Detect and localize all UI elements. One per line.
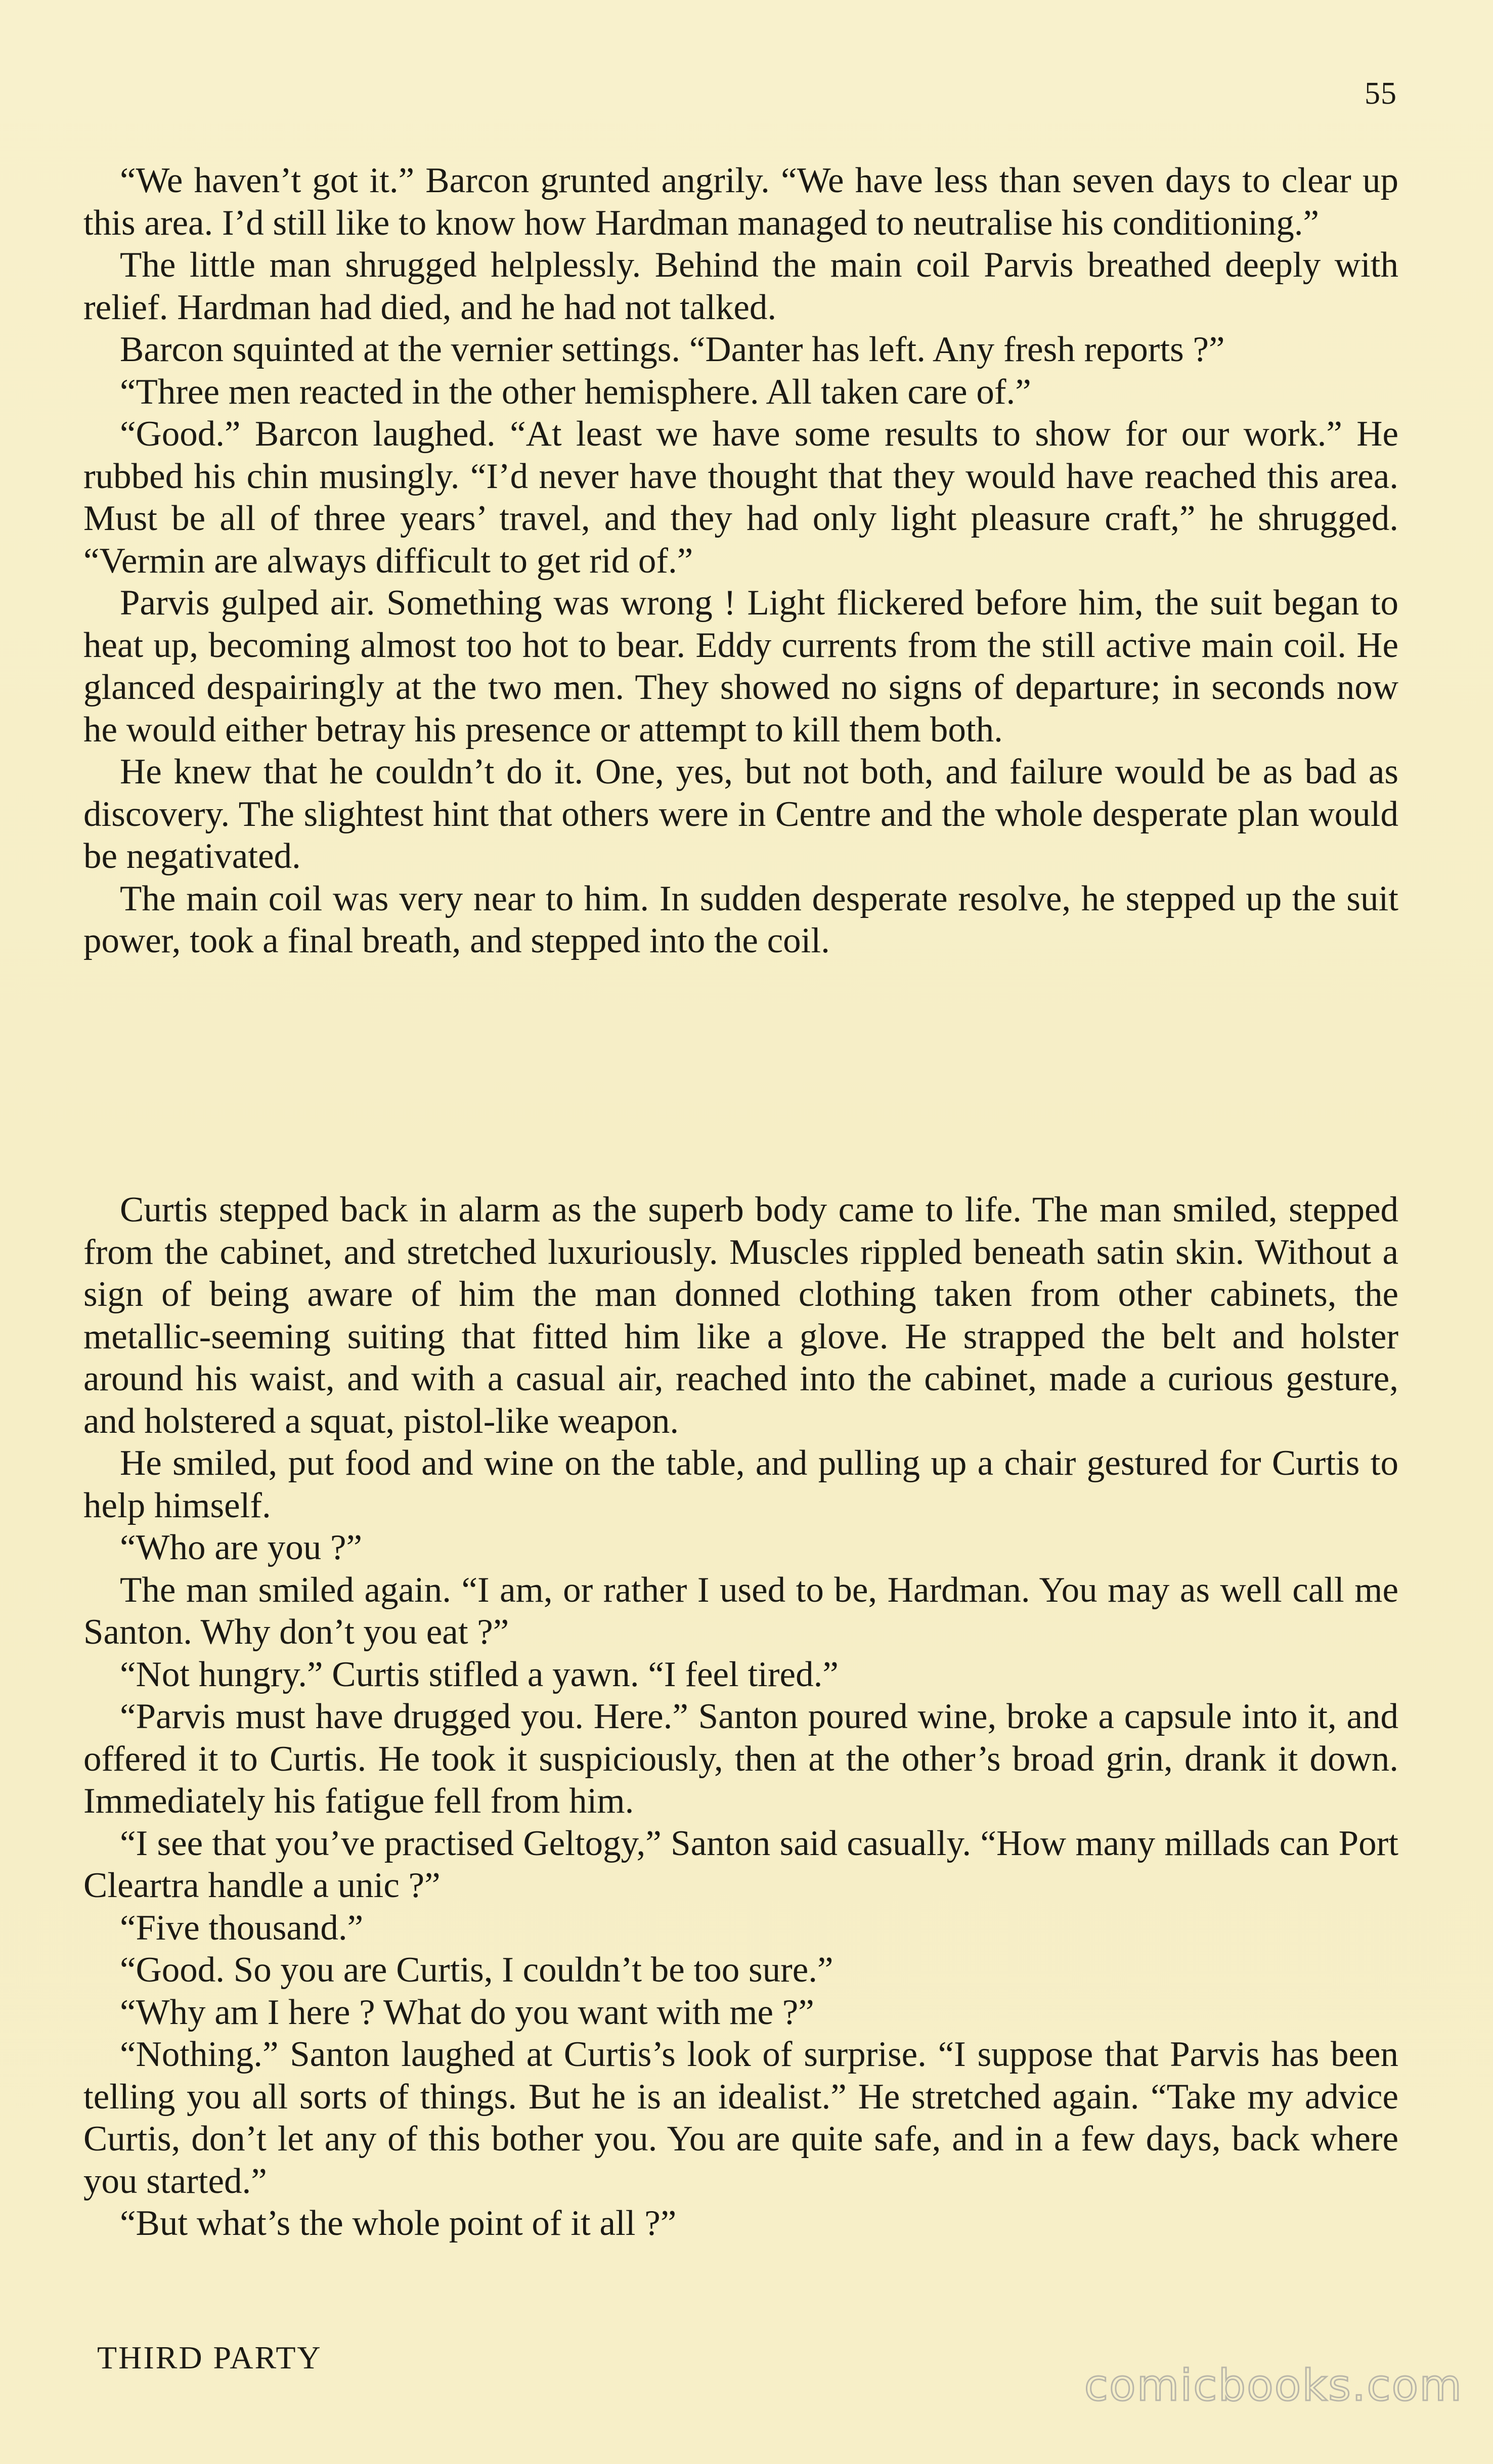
page-number: 55 [1365,76,1397,111]
paragraph: The little man shrugged helplessly. Behind the main coil Parvis breathed deeply with relief. Hardman had died, and he had not talked. [83,245,1398,327]
paragraph: “Good.” Barcon laughed. “At least we have some results to show for our work.” He rubbed his chin musingly. “I’d never have thought that they would have reached this area. Must be all of three years’ travel, and they had only light pleasure craft,” he shrugged. “Vermin are always difficult to get rid of.” [83,414,1398,581]
paragraph: Curtis stepped back in alarm as the superb body came to life. The man smiled, stepped from the cabinet, and stretched luxuriously. Muscles rippled beneath satin skin. Without a sign of being aware of him the man donned clothing taken from other cabinets, the metallic-seeming suiting that fitted him like a glove. He strapped the belt and holster around his waist, and with a casual air, reached into the cabinet, made a curious gesture, and holstered a squat, pistol-like weapon. [83,1190,1398,1441]
paragraph: “Good. So you are Curtis, I couldn’t be too sure.” [120,1950,833,1990]
paragraph: He smiled, put food and wine on the table, and pulling up a chair gestured for Curtis to help himself. [83,1443,1398,1525]
paragraph: “But what’s the whole point of it all ?” [120,2204,677,2243]
paragraph: “Not hungry.” Curtis stifled a yawn. “I feel tired.” [120,1654,839,1694]
paragraph: The main coil was very near to him. In sudden desperate resolve, he stepped up the suit power, took a final breath, and stepped into the coil. [83,878,1398,960]
paragraph: He knew that he couldn’t do it. One, yes, but not both, and failure would be as bad as discovery. The slightest hint that others were in Centre and the whole desperate plan would be negativated. [83,752,1398,876]
section-title-footer: THIRD PARTY [97,2340,322,2375]
paragraph: “Five thousand.” [120,1908,364,1948]
paragraph: Parvis gulped air. Something was wrong ! Light flickered before him, the suit began to heat up, becoming almost too hot to bear. Eddy currents from the still active main coil. He glanced despairingly at the two men. They showed no signs of departure; in seconds now he would either betray his presence or attempt to kill them both. [83,583,1398,750]
paragraph: “Why am I here ? What do you want with me ?” [120,1992,814,2032]
paragraph: “We haven’t got it.” Barcon grunted angrily. “We have less than seven days to clear up this area. I’d still like to know how Hardman managed to neutralise his conditioning.” [83,161,1398,243]
paragraph: “I see that you’ve practised Geltogy,” Santon said casually. “How many millads can Port Cleartra handle a unic ?” [83,1823,1398,1905]
paragraph: The man smiled again. “I am, or rather I used to be, Hardman. You may as well call me Santon. Why don’t you eat ?” [83,1570,1398,1652]
watermark-logo: comicbooks.com [1084,2360,1463,2411]
paragraph: “Three men reacted in the other hemisphere. All taken care of.” [120,372,1031,412]
paragraph: “Parvis must have drugged you. Here.” Santon poured wine, broke a capsule into it, and offered it to Curtis. He took it suspiciously, then at the other’s broad grin, drank it down. Immediately his fatigue fell from him. [83,1697,1398,1821]
paragraph: Barcon squinted at the vernier settings. “Danter has left. Any fresh reports ?” [120,330,1225,369]
text-block-curtis-scene [83,1189,1398,2245]
text-block-parvis-scene [83,160,1398,962]
paragraph: “Nothing.” Santon laughed at Curtis’s look of surprise. “I suppose that Parvis has been telling you all sorts of things. But he is an idealist.” He stretched again. “Take my advice Curtis, don’t let any of this bother you. You are quite safe, and in a few days, back where you started.” [83,2035,1398,2201]
paragraph: “Who are you ?” [120,1528,362,1567]
